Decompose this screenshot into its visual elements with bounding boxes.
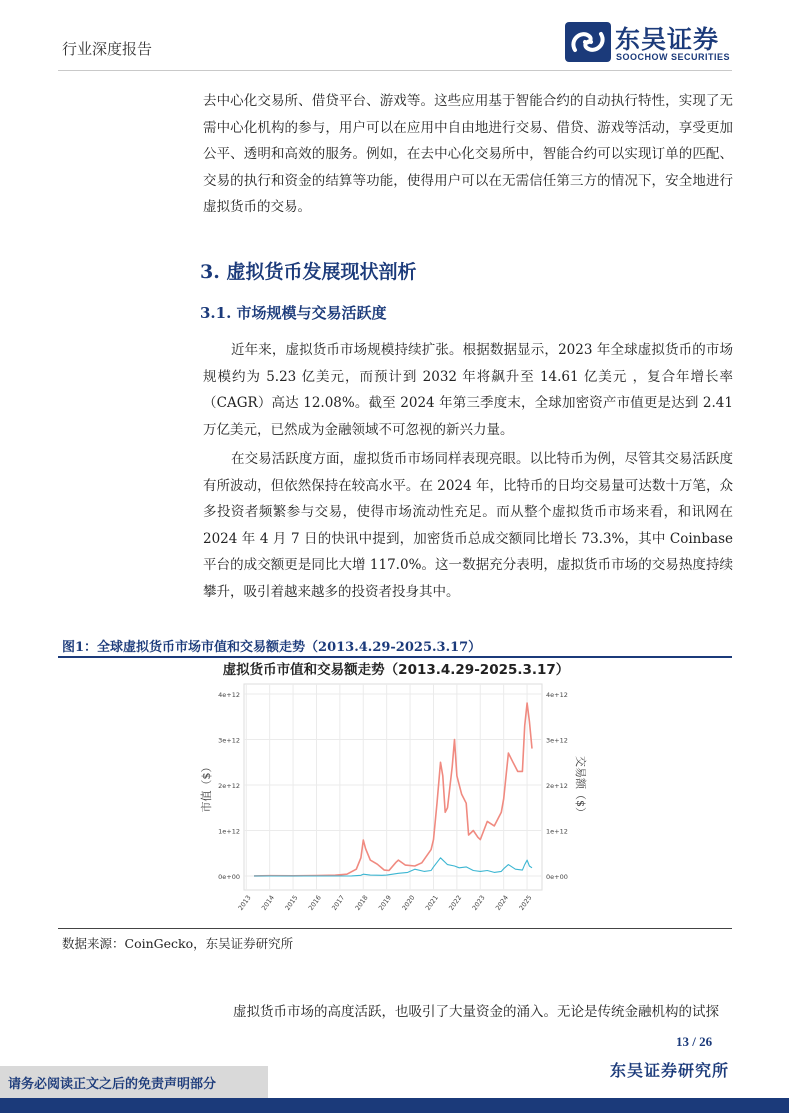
- y2-tick-label: 3e+12: [546, 736, 568, 745]
- x-tick-label: 2022: [447, 893, 464, 912]
- y2-tick-label: 1e+12: [546, 827, 568, 836]
- y2-tick-label: 2e+12: [546, 782, 568, 790]
- footer-brand: 东吴证券研究所: [610, 1061, 730, 1080]
- figure-source: 数据来源：CoinGecko，东吴证券研究所: [62, 936, 294, 951]
- brand-name-en: SOOCHOW SECURITIES: [616, 52, 731, 62]
- x-tick-label: 2021: [423, 893, 440, 912]
- plot-area: [244, 684, 542, 890]
- x-tick-label: 2013: [236, 893, 253, 912]
- x-tick-label: 2024: [494, 893, 511, 912]
- soochow-logo-icon: [565, 22, 611, 62]
- market-cap-volume-chart: [196, 658, 596, 926]
- y-tick-label: 3e+12: [218, 736, 240, 745]
- y-axis-label: 市值（$）: [200, 761, 213, 813]
- x-tick-label: 2014: [260, 893, 277, 912]
- x-tick-label: 2020: [400, 893, 417, 912]
- report-type-label: 行业深度报告: [62, 40, 153, 58]
- y2-axis-ticks: [546, 691, 568, 881]
- brand-name-cn: 东吴证券: [615, 25, 720, 54]
- x-tick-label: 2018: [353, 893, 370, 912]
- paragraph-trading-activity: 在交易活跃度方面，虚拟货币市场同样表现亮眼。以比特币为例，尽管其交易活跃度有所波动，但依然保持在较高水平。在 2024 年，比特币的日均交易量可达数十万笔，众多投资者频繁参与交易，使得市场流动性充足。而从整个虚拟货币市场来看，和讯网在 2024 年 4 月 7 日的快讯中提到，加密货币总成交额同比增长 73.3%，其中 Coinbase 平台的成交额更是同比大增 117.0%。这一数据充分表明，虚拟货币市场的交易热度持续攀升，吸引着越来越多的投资者投身其中。: [203, 451, 733, 600]
- y-axis-ticks: [218, 691, 240, 881]
- x-axis-ticks: [237, 894, 534, 912]
- header-divider: [58, 70, 732, 71]
- y-tick-label: 4e+12: [218, 691, 240, 699]
- x-tick-label: 2017: [330, 893, 347, 912]
- y2-axis-label: 交易额（$）: [574, 756, 587, 818]
- disclaimer-text: 请务必阅读正文之后的免责声明部分: [8, 1077, 217, 1092]
- section-heading-3-1: 3.1. 市场规模与交易活跃度: [200, 304, 387, 322]
- y-tick-label: 0e+00: [218, 873, 240, 881]
- x-tick-label: 2016: [306, 893, 323, 912]
- paragraph-smart-contract-apps: 去中心化交易所、借贷平台、游戏等。这些应用基于智能合约的自动执行特性，实现了无需中心化机构的参与，用户可以在应用中自由地进行交易、借贷、游戏等活动，享受更加公平、透明和高效的服务。例如，在去中心化交易所中，智能合约可以实现订单的匹配、交易的执行和资金的结算等功能，使得用户可以在无需信任第三方的情况下，安全地进行虚拟货币的交易。: [203, 93, 733, 215]
- brand-logo: [565, 20, 745, 64]
- footer-band: [0, 1098, 789, 1113]
- paragraph-market-size: 近年来，虚拟货币市场规模持续扩张。根据数据显示，2023 年全球虚拟货币的市场规模约为 5.23 亿美元，而预计到 2032 年将飙升至 14.61 亿美元 ，复合年增长率（CAGR）高达 12.08%。截至 2024 年第三季度末，全球加密资产市值更是达到 2.41 万亿美元，已然成为金融领域不可忽视的新兴力量。: [203, 342, 733, 438]
- y2-tick-label: 0e+00: [546, 873, 568, 881]
- figure-bottom-rule: [58, 928, 732, 929]
- y-tick-label: 1e+12: [218, 827, 240, 836]
- paragraph-capital-inflow: 虚拟货币市场的高度活跃，也吸引了大量资金的涌入。无论是传统金融机构的试探: [233, 1004, 719, 1020]
- y2-tick-label: 4e+12: [546, 691, 568, 699]
- y-tick-label: 2e+12: [218, 782, 240, 790]
- x-tick-label: 2015: [283, 893, 300, 912]
- x-tick-label: 2019: [377, 893, 394, 912]
- x-tick-label: 2025: [517, 893, 534, 912]
- x-tick-label: 2023: [470, 893, 487, 912]
- figure-caption: 图1：全球虚拟货币市场市值和交易额走势（2013.4.29-2025.3.17）: [62, 640, 482, 655]
- section-heading-3: 3. 虚拟货币发展现状剖析: [200, 261, 417, 283]
- page-number: 13 / 26: [676, 1034, 713, 1049]
- chart-title: 虚拟货币市值和交易额走势（2013.4.29-2025.3.17）: [222, 662, 570, 678]
